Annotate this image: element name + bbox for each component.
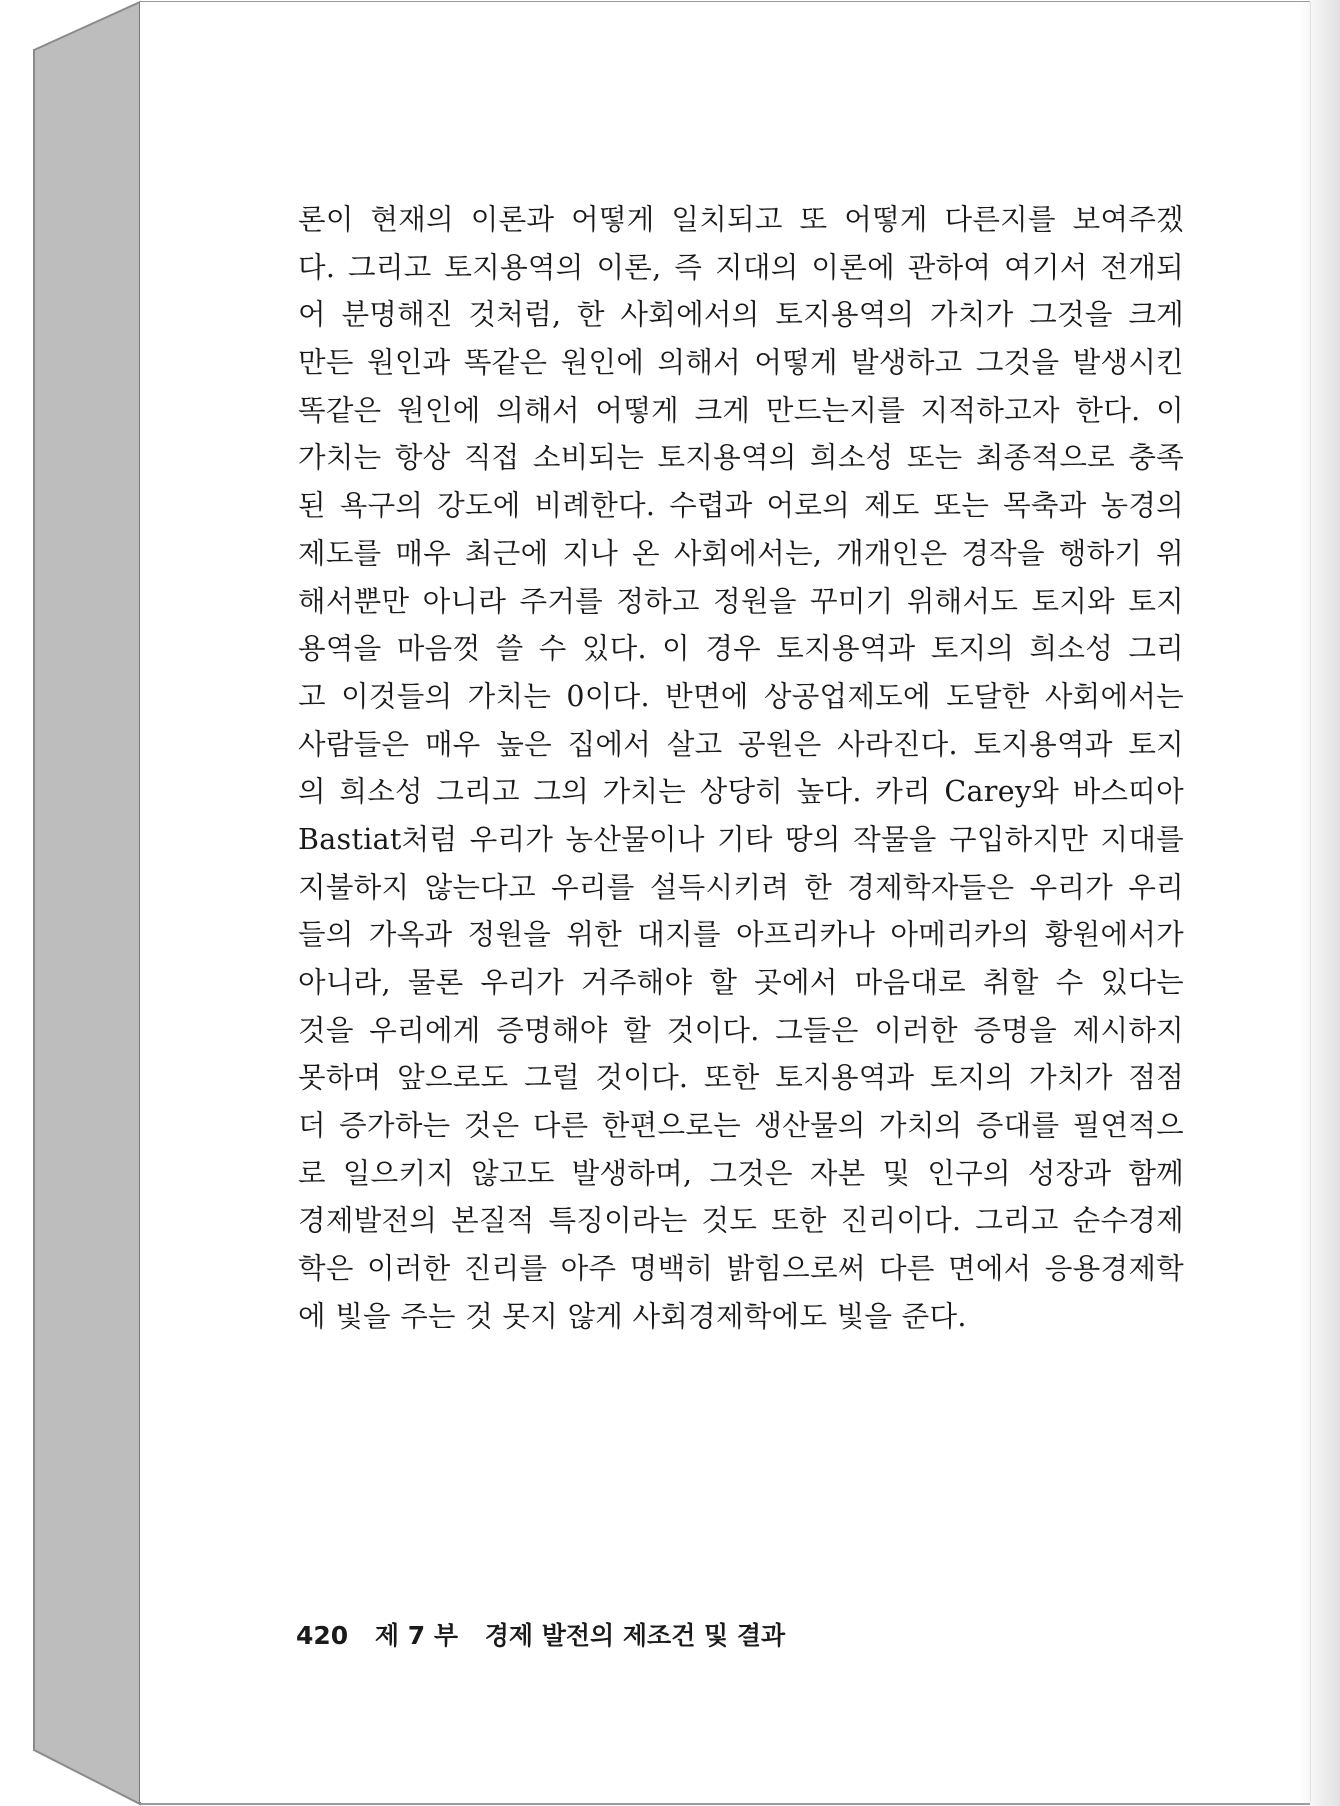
text-line: 만든 원인과 똑같은 원인에 의해서 어떻게 발생하고 그것을 발생시킨 (298, 346, 1184, 380)
text-line: 된 욕구의 강도에 비례한다. 수렵과 어로의 제도 또는 목축과 농경의 (298, 489, 1184, 523)
text-line: 더 증가하는 것은 다른 한편으로는 생산물의 가치의 증대를 필연적으 (298, 1109, 1184, 1143)
text-line: 용역을 마음껏 쓸 수 있다. 이 경우 토지용역과 토지의 희소성 그리 (298, 632, 1184, 666)
text-line: 학은 이러한 진리를 아주 명백히 밝힘으로써 다른 면에서 응용경제학 (298, 1252, 1184, 1286)
text-line: 아니라, 물론 우리가 거주해야 할 곳에서 마음대로 취할 수 있다는 (298, 966, 1184, 999)
text-line: 로 일으키지 않고도 발생하며, 그것은 자본 및 인구의 성장과 함께 (298, 1156, 1184, 1190)
text-line: Bastiat처럼 우리가 농산물이나 기타 땅의 작물을 구입하지만 지대를 (298, 822, 1184, 856)
text-line: 들의 가옥과 정원을 위한 대지를 아프리카나 아메리카의 황원에서가 (298, 918, 1184, 952)
text-line: 의 희소성 그리고 그의 가치는 상당히 높다. 카리 Carey와 바스띠아 (298, 775, 1184, 809)
text-line: 어 분명해진 것처럼, 한 사회에서의 토지용역의 가치가 그것을 크게 (298, 298, 1184, 332)
text-line: 론이 현재의 이론과 어떻게 일치되고 또 어떻게 다른지를 보여주겠 (298, 203, 1184, 236)
text-line: 다. 그리고 토지용역의 이론, 즉 지대의 이론에 관하여 여기서 전개되 (298, 250, 1184, 284)
text-line: 해서뿐만 아니라 주거를 정하고 정원을 꾸미기 위해서도 토지와 토지 (298, 584, 1184, 618)
page-body-text (298, 196, 1184, 1341)
text-line: 똑같은 원인에 의해서 어떻게 크게 만드는지를 지적하고자 한다. 이 (298, 393, 1184, 427)
text-line: 사람들은 매우 높은 집에서 살고 공원은 사라진다. 토지용역과 토지 (298, 727, 1184, 761)
text-line: 고 이것들의 가치는 0이다. 반면에 상공업제도에 도달한 사회에서는 (298, 679, 1184, 713)
page-footer (296, 1616, 803, 1652)
text-line: 지불하지 않는다고 우리를 설득시키려 한 경제학자들은 우리가 우리 (298, 870, 1184, 904)
text-line: 경제발전의 본질적 특징이라는 것도 또한 진리이다. 그리고 순수경제 (298, 1204, 1184, 1238)
page-number: 420 (296, 1621, 349, 1650)
text-line: 에 빛을 주는 것 못지 않게 사회경제학에도 빛을 준다. (298, 1299, 967, 1333)
part-label: 제 7 부 (374, 1621, 459, 1650)
text-line: 가치는 항상 직접 소비되는 토지용역의 희소성 또는 최종적으로 충족 (298, 441, 1184, 475)
text-line: 못하며 앞으로도 그럴 것이다. 또한 토지용역과 토지의 가치가 점점 (298, 1061, 1184, 1095)
text-line: 것을 우리에게 증명해야 할 것이다. 그들은 이러한 증명을 제시하지 (298, 1013, 1184, 1047)
page-edge-shadow (1300, 0, 1340, 1806)
text-line: 제도를 매우 최근에 지나 온 사회에서는, 개개인은 경작을 행하기 위 (298, 536, 1184, 570)
part-title: 경제 발전의 제조건 및 결과 (484, 1621, 786, 1650)
